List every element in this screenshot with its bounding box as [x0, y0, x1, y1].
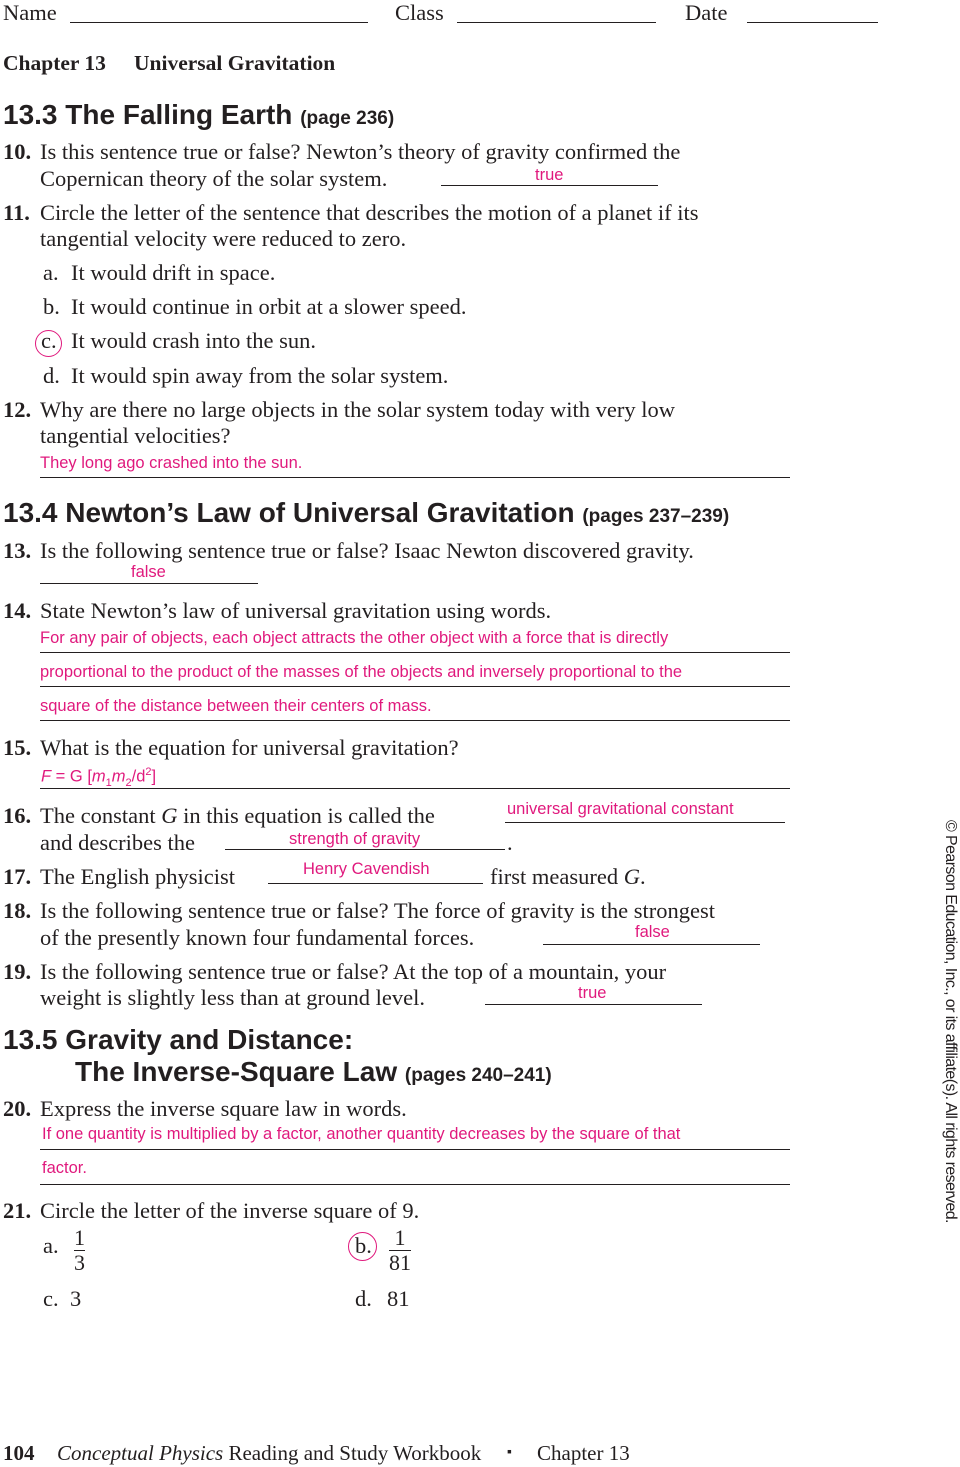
question-number: 15.	[3, 735, 32, 760]
numerator: 1	[74, 1225, 85, 1250]
section-13-4-heading	[3, 497, 729, 533]
option-letter[interactable]: b.	[355, 1233, 372, 1258]
q14-answer-line[interactable]	[40, 720, 790, 721]
q21-text: Circle the letter of the inverse square of 9.	[40, 1198, 420, 1223]
option-letter: a.	[43, 1233, 59, 1258]
section-13-5-heading-2	[75, 1056, 552, 1092]
q14-answer: square of the distance between their centers of mass.	[40, 697, 432, 715]
eq-d: /d	[131, 767, 146, 786]
section-title: The Inverse-Square Law	[75, 1056, 398, 1087]
q10-text: Copernican theory of the solar system.	[40, 166, 388, 191]
chapter-number: Chapter 13	[3, 51, 106, 75]
option-text: It would continue in orbit at a slower speed.	[71, 294, 467, 319]
q10-answer: true	[535, 166, 564, 184]
question-number: 21.	[3, 1198, 32, 1223]
q20-answer-line[interactable]	[40, 1149, 790, 1150]
q14-answer: proportional to the product of the masses of the objects and inversely proportional to the	[40, 663, 683, 681]
q16-answer-1: universal gravitational constant	[507, 800, 734, 818]
q20-text: Express the inverse square law in words.	[40, 1096, 407, 1121]
q18-text: Is the following sentence true or false? The force of gravity is the strongest	[40, 898, 715, 923]
section-pages: (pages 240–241)	[404, 1065, 552, 1086]
section-13-3-heading	[3, 99, 394, 135]
question-number: 20.	[3, 1096, 32, 1121]
fraction-one-third	[74, 1226, 85, 1275]
q11-text: tangential velocity were reduced to zero.	[40, 226, 407, 251]
q17-answer: Henry Cavendish	[303, 860, 430, 878]
q14-answer-line[interactable]	[40, 686, 790, 687]
class-field[interactable]	[457, 22, 656, 23]
eq-sub2: 2	[125, 776, 132, 789]
q20-answer: factor.	[42, 1159, 87, 1177]
q18-text: of the presently known four fundamental forces.	[40, 925, 475, 950]
denominator: 3	[74, 1250, 85, 1275]
eq-m1: m	[91, 767, 106, 786]
q12-text: Why are there no large objects in the solar system today with very low	[40, 397, 676, 422]
option-text: 81	[387, 1286, 410, 1311]
q17-g: G	[623, 864, 640, 889]
eq-close: ]	[151, 767, 157, 786]
q20-answer-line[interactable]	[40, 1184, 790, 1185]
option-letter: a.	[43, 260, 59, 285]
question-number: 11.	[3, 200, 30, 225]
q16-text	[40, 803, 435, 829]
q15-text: What is the equation for universal gravitation?	[40, 735, 459, 760]
q17-text: The English physicist	[40, 864, 235, 889]
eq-sup: 2	[145, 766, 152, 778]
date-label: Date	[685, 0, 728, 25]
q12-answer: They long ago crashed into the sun.	[40, 454, 303, 472]
book-title	[57, 1440, 481, 1466]
q17-answer-line[interactable]	[268, 883, 483, 884]
section-title: 13.3 The Falling Earth	[3, 99, 293, 130]
q17-text	[490, 864, 646, 890]
question-number: 14.	[3, 598, 32, 623]
q16-text-b: in this equation is called the	[177, 803, 435, 828]
period: .	[639, 864, 646, 889]
q19-answer-line[interactable]	[485, 1004, 702, 1005]
name-field[interactable]	[70, 22, 368, 23]
q16-text: and describes the	[40, 830, 195, 855]
q11-text: Circle the letter of the sentence that describes the motion of a planet if its	[40, 200, 699, 225]
question-number: 12.	[3, 397, 32, 422]
q16-g: G	[161, 803, 178, 828]
q12-answer-line[interactable]	[40, 477, 790, 478]
eq-f: F	[41, 767, 52, 786]
section-13-5-heading: 13.5 Gravity and Distance:	[3, 1024, 354, 1055]
option-letter: b.	[43, 294, 60, 319]
date-field[interactable]	[747, 22, 878, 23]
question-number: 19.	[3, 959, 32, 984]
q17-post: first measured	[490, 864, 624, 889]
option-letter: c.	[43, 1286, 59, 1311]
option-text: It would spin away from the solar system.	[71, 363, 449, 388]
q15-answer-line[interactable]	[40, 788, 790, 789]
q12-text: tangential velocities?	[40, 423, 231, 448]
denominator: 81	[389, 1250, 411, 1275]
option-letter[interactable]: c.	[41, 328, 57, 353]
copyright-notice: © Pearson Education, Inc., or its affiliate(s). All rights reserved.	[942, 820, 959, 1223]
q18-answer: false	[635, 923, 670, 941]
q19-answer: true	[578, 984, 607, 1002]
footer-chapter: Chapter 13	[537, 1441, 630, 1465]
question-number: 10.	[3, 139, 32, 164]
numerator: 1	[394, 1225, 406, 1250]
section-title: 13.4 Newton’s Law of Universal Gravitation	[3, 497, 575, 528]
page-number: 104	[3, 1441, 35, 1465]
q18-answer-line[interactable]	[543, 944, 760, 945]
q14-answer: For any pair of objects, each object attracts the other object with a force that is directly	[40, 629, 669, 647]
q16-answer-line-2[interactable]	[225, 849, 505, 850]
question-number: 13.	[3, 538, 32, 563]
question-number: 16.	[3, 803, 32, 828]
q14-answer-line[interactable]	[40, 652, 790, 653]
eq-sub1: 1	[105, 776, 112, 789]
option-text: It would crash into the sun.	[71, 328, 316, 353]
eq-m2: m	[111, 767, 126, 786]
question-number: 17.	[3, 864, 32, 889]
fraction-one-eighty-first	[389, 1226, 411, 1275]
q20-answer: If one quantity is multiplied by a factor, another quantity decreases by the square of that	[42, 1125, 681, 1143]
q19-text: weight is slightly less than at ground level.	[40, 985, 425, 1010]
eq-g: = G [	[51, 767, 92, 786]
option-text: It would drift in space.	[71, 260, 276, 285]
book-title-rest: Reading and Study Workbook	[223, 1441, 482, 1465]
q13-answer-line[interactable]	[40, 583, 258, 584]
q10-text: Is this sentence true or false? Newton’s theory of gravity confirmed the	[40, 139, 681, 164]
q14-text: State Newton’s law of universal gravitation using words.	[40, 598, 552, 623]
q13-text: Is the following sentence true or false? Isaac Newton discovered gravity.	[40, 538, 694, 563]
chapter-title: Universal Gravitation	[134, 51, 336, 75]
q16-answer-line-1[interactable]	[505, 822, 785, 823]
option-text: 3	[70, 1286, 82, 1311]
q10-answer-line[interactable]	[441, 185, 658, 186]
class-label: Class	[395, 0, 444, 25]
section-pages: (pages 237–239)	[582, 506, 730, 527]
question-number: 18.	[3, 898, 32, 923]
option-letter: d.	[43, 363, 60, 388]
period: .	[507, 830, 513, 855]
q16-answer-2: strength of gravity	[289, 830, 421, 848]
bullet: ▪	[507, 1445, 512, 1460]
q13-answer: false	[131, 563, 166, 581]
name-label: Name	[3, 0, 57, 25]
section-pages: (page 236)	[300, 108, 395, 129]
option-letter: d.	[355, 1286, 372, 1311]
q16-text-a: The constant	[40, 803, 162, 828]
book-title-italic: Conceptual Physics	[57, 1441, 224, 1465]
q19-text: Is the following sentence true or false? At the top of a mountain, your	[40, 959, 667, 984]
